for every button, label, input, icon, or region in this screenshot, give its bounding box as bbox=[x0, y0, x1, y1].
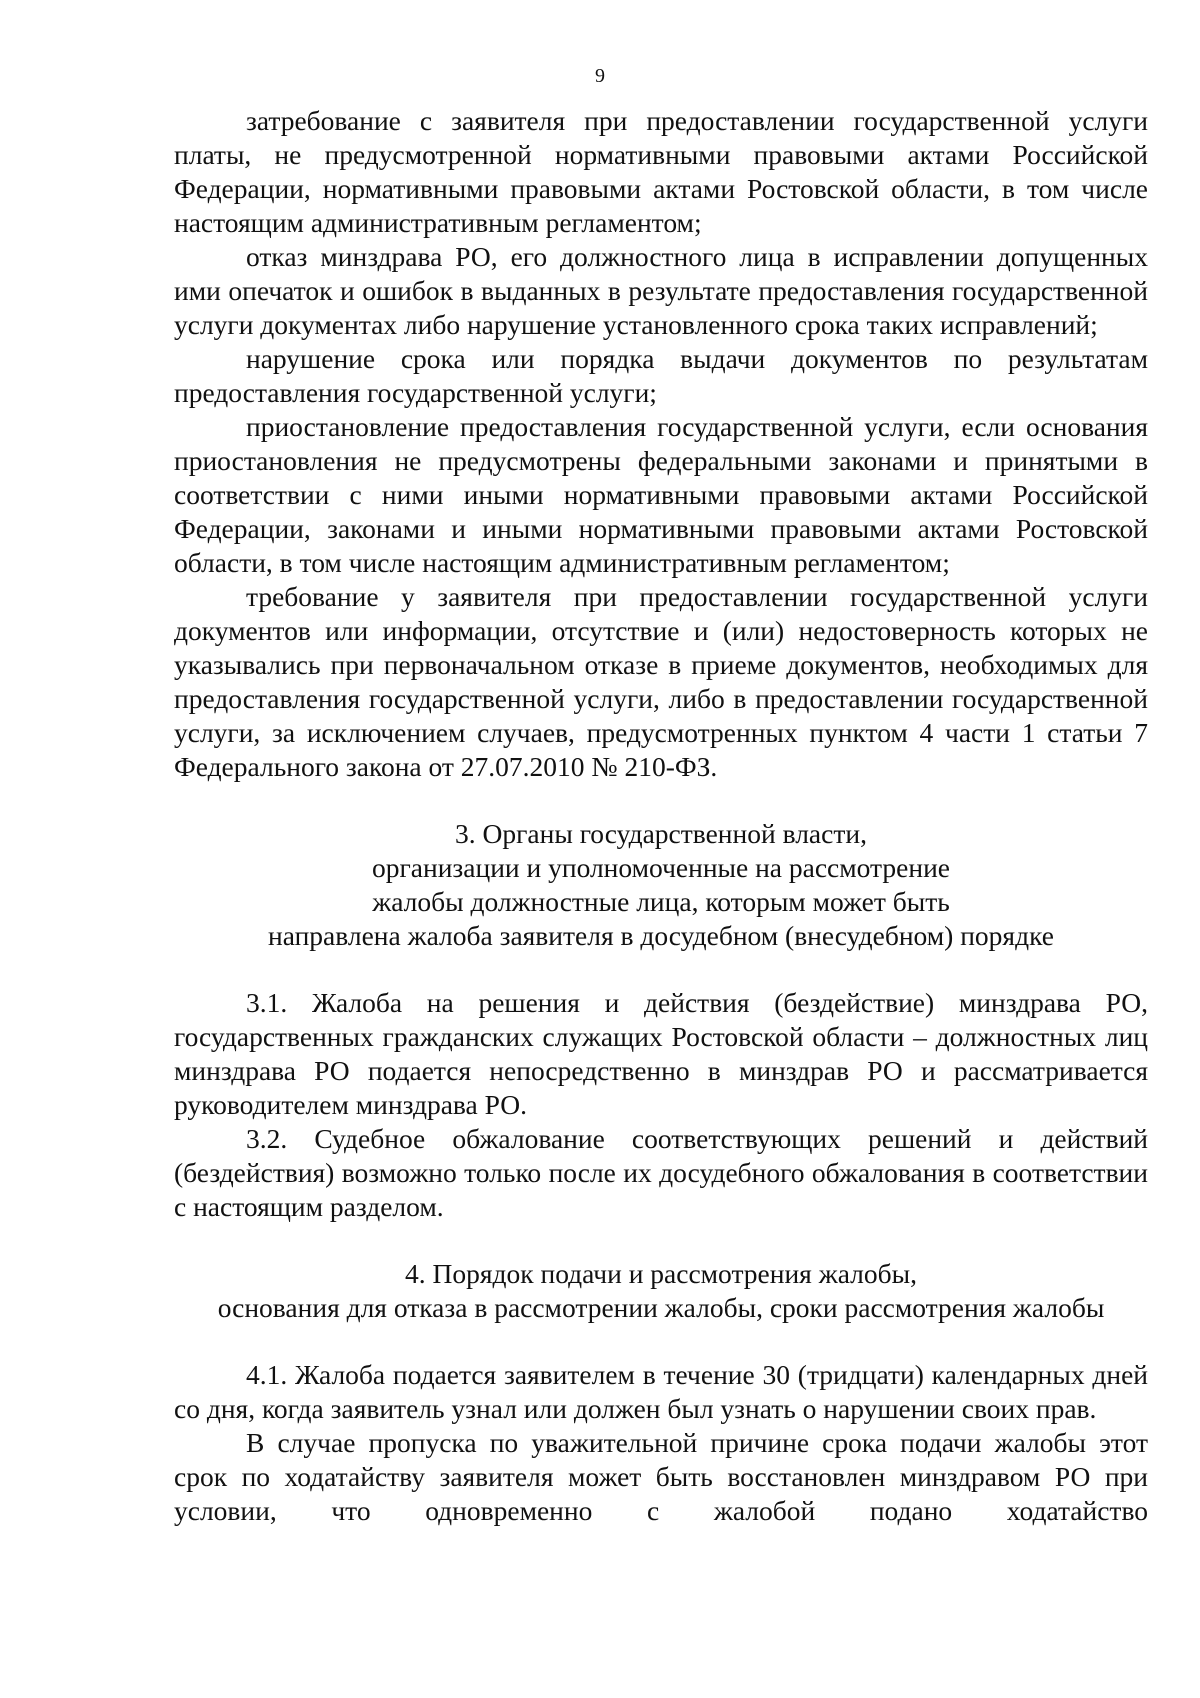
paragraph-suspension: приостановление предоставления государственной услуги, если основания приостановления не предусмотрены федеральными законами и принятыми в соответствии с ними иными нормативными правовыми актами Российской Федерации, законами и иными нормативными правовыми актами Ростовской области, в том числе настоящим административным регламентом; bbox=[174, 411, 1148, 578]
paragraph-missed-deadline: В случае пропуска по уважительной причине срока подачи жалобы этот срок по ходатайству заявителя может быть восстановлен минздравом РО при условии, что одновременно с жалобой подано ходатайство bbox=[174, 1427, 1148, 1526]
document-body bbox=[174, 104, 1148, 1528]
paragraph-document-demand: требование у заявителя при предоставлении государственной услуги документов или информации, отсутствие и (или) недостоверность которых не указывались при первоначальном отказе в приеме документов, необходимых для предоставления государственной услуги, либо в предоставлении государственной услуги, за исключением случаев, предусмотренных пунктом 4 части 1 статьи 7 Федерального закона от 27.07.2010 № 210-ФЗ. bbox=[174, 581, 1148, 782]
paragraph-typo-refusal: отказ минздрава РО, его должностного лица в исправлении допущенных ими опечаток и ошибок в выданных в результате предоставления государственной услуги документах либо нарушение установленного срока таких исправлений; bbox=[174, 241, 1148, 340]
section-3-heading-line: организации и уполномоченные на рассмотрение bbox=[372, 852, 950, 883]
section-3-heading-line: жалобы должностные лица, которым может быть bbox=[372, 886, 950, 917]
section-3-heading-line: 3. Органы государственной власти, bbox=[455, 818, 867, 849]
section-3-heading-line: направлена жалоба заявителя в досудебном (внесудебном) порядке bbox=[268, 920, 1054, 951]
section-3-heading bbox=[174, 817, 1148, 953]
section-4-heading bbox=[174, 1257, 1148, 1325]
paragraph-3-1: 3.1. Жалоба на решения и действия (бездействие) минздрава РО, государственных гражданских служащих Ростовской области – должностных лиц минздрава РО подается непосредственно в минздрав РО и рассматривается руководителем минздрава РО. bbox=[174, 987, 1148, 1120]
paragraph-3-2: 3.2. Судебное обжалование соответствующих решений и действий (бездействия) возможно только после их досудебного обжалования в соответствии с настоящим разделом. bbox=[174, 1123, 1148, 1222]
paragraph-4-1: 4.1. Жалоба подается заявителем в течение 30 (тридцати) календарных дней со дня, когда заявитель узнал или должен был узнать о нарушении своих прав. bbox=[174, 1359, 1148, 1424]
section-4-heading-line: основания для отказа в рассмотрении жалобы, сроки рассмотрения жалобы bbox=[217, 1292, 1105, 1323]
section-4-heading-line: 4. Порядок подачи и рассмотрения жалобы, bbox=[405, 1258, 917, 1289]
page-number: 9 bbox=[595, 65, 605, 87]
section-3-body bbox=[174, 986, 1148, 1224]
section-4-body bbox=[174, 1358, 1148, 1528]
paragraph-deadline-violation: нарушение срока или порядка выдачи документов по результатам предоставления государственной услуги; bbox=[174, 343, 1148, 408]
paragraph-fee-demand: затребование с заявителя при предоставлении государственной услуги платы, не предусмотренной нормативными правовыми актами Российской Федерации, нормативными правовыми актами Ростовской области, в том числе настоящим административным регламентом; bbox=[174, 105, 1148, 238]
